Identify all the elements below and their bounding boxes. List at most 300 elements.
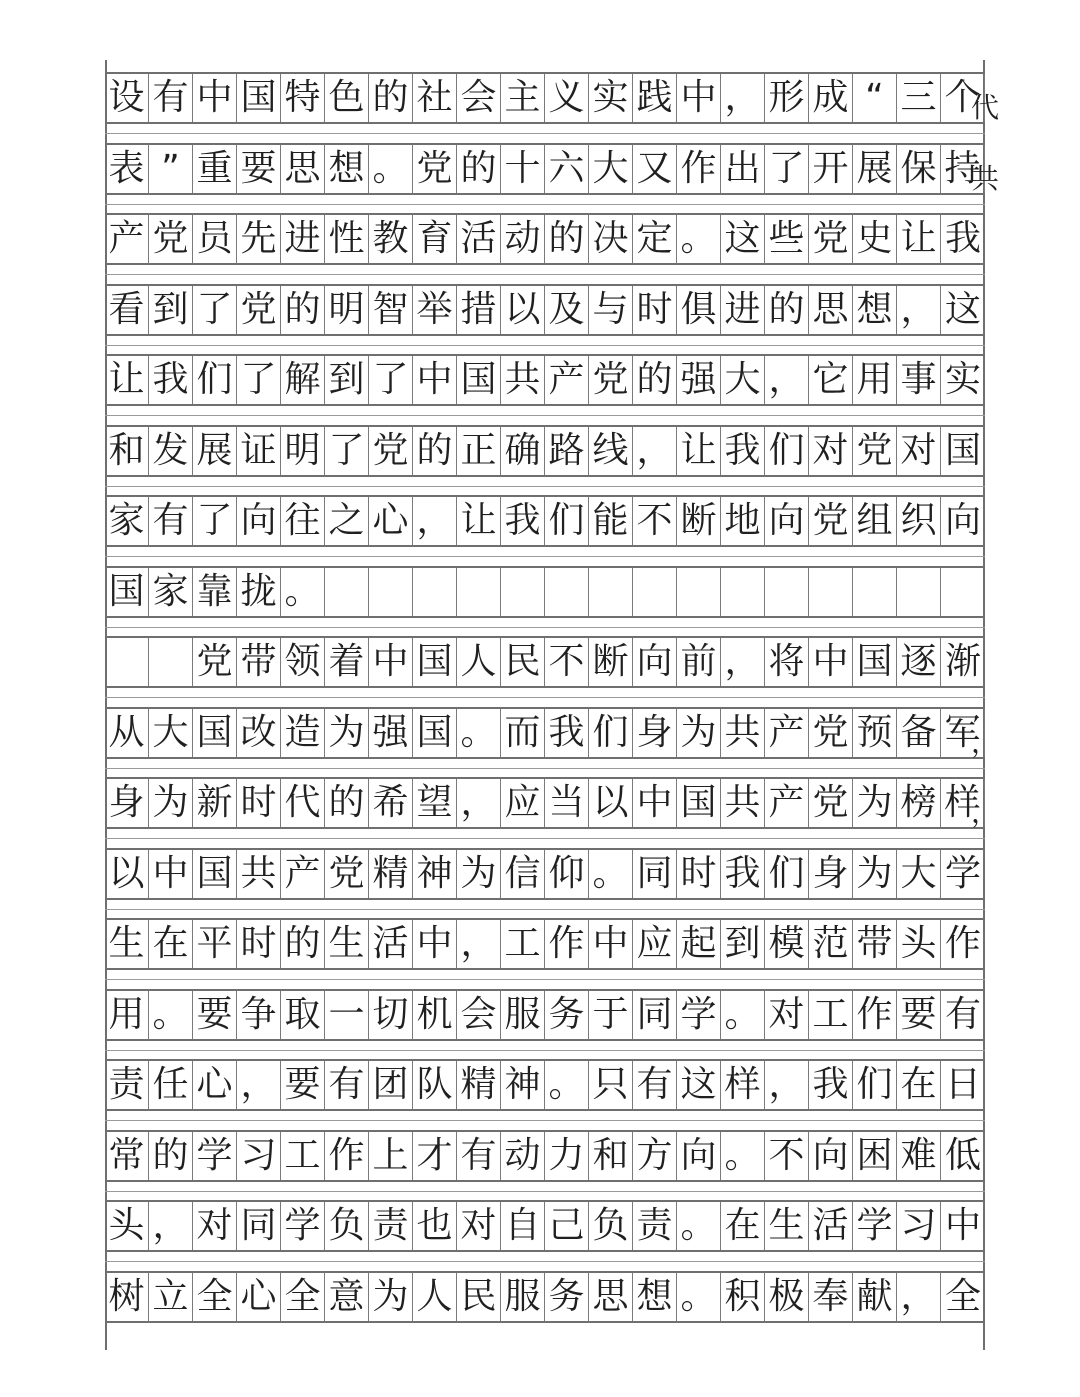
grid-cell: 对 [765, 991, 809, 1039]
grid-cell: 了 [193, 497, 237, 545]
grid-cell: 头 [105, 1202, 149, 1250]
grid-cell: 中 [413, 920, 457, 968]
grid-cell: 解 [281, 356, 325, 404]
grid-cell: 这 [677, 1061, 721, 1109]
grid-cell: 的 [325, 779, 369, 827]
grid-cell: 持 [941, 145, 985, 193]
grid-cell: 们 [193, 356, 237, 404]
grid-cell: 全 [944, 1275, 981, 1317]
grid-cell: 社 [413, 74, 457, 122]
grid-row [105, 777, 999, 829]
grid-cell: 负 [589, 1202, 633, 1250]
grid-cell: 动 [501, 215, 545, 263]
grid-cell: 在 [897, 1061, 941, 1109]
grid-cell: ， [413, 497, 457, 545]
grid-cell: 习 [897, 1202, 941, 1250]
grid-cell: 要 [237, 145, 281, 193]
grid-cell: 们 [589, 709, 633, 757]
grid-row [105, 918, 985, 970]
grid-row [105, 848, 985, 900]
grid-cell: 证 [237, 427, 281, 475]
grid-cell: 动 [501, 1132, 545, 1180]
grid-cell: 们 [853, 1061, 897, 1109]
grid-cell: 务 [545, 991, 589, 1039]
grid-cell: 树 [105, 1273, 149, 1321]
grid-cell: 对 [897, 427, 941, 475]
grid-cell: ， [633, 427, 677, 475]
grid-cell: 低 [944, 1134, 981, 1176]
grid-cell: 断 [677, 497, 721, 545]
grid-cell: 的 [633, 356, 677, 404]
grid-cell: 保 [897, 145, 941, 193]
grid-cell: 明 [325, 286, 369, 334]
grid-cell: 靠 [193, 568, 237, 616]
row-gap-line [105, 979, 985, 980]
grid-cell: 献 [853, 1273, 897, 1321]
grid-row [105, 284, 985, 336]
grid-cell: 这 [721, 215, 765, 263]
grid-cell: 向 [809, 1132, 853, 1180]
grid-cell: 和 [589, 1132, 633, 1180]
grid-cell: 要 [193, 991, 237, 1039]
grid-cell: 展 [853, 145, 897, 193]
grid-cell: 心 [369, 497, 413, 545]
grid-cell: 想 [633, 1273, 677, 1321]
grid-cell [325, 568, 369, 616]
grid-cell [501, 568, 545, 616]
grid-cell: 才 [413, 1132, 457, 1180]
grid-cell: 为 [677, 709, 721, 757]
grid-cell: 主 [501, 74, 545, 122]
grid-cell: 有 [633, 1061, 677, 1109]
grid-cell: 产 [765, 779, 809, 827]
grid-cell [721, 568, 765, 616]
grid-cell: 义 [545, 74, 589, 122]
grid-cell: 军 [941, 709, 985, 757]
grid-cell: 们 [545, 497, 589, 545]
grid-cell: 家 [105, 497, 149, 545]
grid-cell: 任 [149, 1061, 193, 1109]
grid-cell: 它 [809, 356, 853, 404]
grid-cell: 之 [325, 497, 369, 545]
grid-cell: 共 [237, 850, 281, 898]
grid-cell: 对 [809, 427, 853, 475]
grid-cell: 党 [325, 850, 369, 898]
grid-cell: 产 [105, 215, 149, 263]
grid-cell: 与 [589, 286, 633, 334]
grid-row [105, 354, 985, 406]
grid-cell: 我 [501, 497, 545, 545]
grid-cell: 积 [721, 1273, 765, 1321]
grid-cell [149, 638, 193, 686]
grid-cell: 展 [193, 427, 237, 475]
grid-cell: 了 [237, 356, 281, 404]
grid-row [105, 425, 985, 477]
grid-cell: 党 [853, 427, 897, 475]
grid-cell: 线 [589, 427, 633, 475]
grid-cell: 的 [149, 1132, 193, 1180]
grid-cell: 极 [765, 1273, 809, 1321]
grid-cell: 产 [765, 709, 809, 757]
overflow-punctuation: ， [970, 725, 999, 759]
grid-cell: 服 [501, 1273, 545, 1321]
grid-cell: 生 [105, 920, 149, 968]
grid-cell: 为 [325, 709, 369, 757]
grid-cell: 希 [369, 779, 413, 827]
grid-cell: 的 [413, 427, 457, 475]
grid-cell: ， [897, 1273, 941, 1321]
grid-cell: 生 [325, 920, 369, 968]
grid-cell: 家 [149, 568, 193, 616]
grid-cell: 我 [721, 850, 765, 898]
grid-cell: 产 [545, 356, 589, 404]
grid-cell: 方 [633, 1132, 677, 1180]
grid-cell: 有 [149, 497, 193, 545]
grid-cell: 学 [281, 1202, 325, 1250]
grid-cell: 色 [325, 74, 369, 122]
grid-cell: 中 [677, 74, 721, 122]
grid-cell: 。 [721, 1132, 765, 1180]
grid-cell: 会 [457, 74, 501, 122]
grid-cell: 新 [193, 779, 237, 827]
grid-cell: 身 [105, 779, 149, 827]
grid-cell: 想 [325, 145, 369, 193]
grid-cell: 党 [809, 709, 853, 757]
row-gap-line [105, 909, 985, 910]
grid-cell: 有 [149, 74, 193, 122]
grid-cell: 意 [325, 1273, 369, 1321]
grid-cell: 育 [413, 215, 457, 263]
grid-cell: 同 [633, 850, 677, 898]
grid-cell: 的 [369, 74, 413, 122]
grid-cell: 国 [193, 850, 237, 898]
grid-cell: 造 [281, 709, 325, 757]
grid-cell: 决 [589, 215, 633, 263]
grid-cell: ， [721, 638, 765, 686]
grid-cell: 学 [944, 852, 981, 894]
grid-cell: 发 [149, 427, 193, 475]
grid-cell: 上 [369, 1132, 413, 1180]
grid-cell: 时 [633, 286, 677, 334]
grid-cell: 时 [237, 920, 281, 968]
grid-cell: 一 [325, 991, 369, 1039]
grid-cell: 有 [457, 1132, 501, 1180]
grid-cell: 中 [809, 638, 853, 686]
grid-cell: 日 [944, 1064, 981, 1105]
grid-cell: 民 [457, 1273, 501, 1321]
grid-cell: 及 [545, 286, 589, 334]
grid-cell: 的 [545, 215, 589, 263]
grid-cell: 事 [897, 356, 941, 404]
grid-row [105, 143, 999, 195]
grid-cell: 路 [545, 427, 589, 475]
grid-cell: 责 [633, 1202, 677, 1250]
grid-cell: 中 [944, 1205, 981, 1246]
grid-cell: 史 [853, 215, 897, 263]
grid-cell: 为 [369, 1273, 413, 1321]
grid-cell: 立 [149, 1273, 193, 1321]
grid-cell: 模 [765, 920, 809, 968]
grid-cell: 国 [413, 638, 457, 686]
overflow-punctuation: 代 [970, 91, 999, 124]
grid-cell: 国 [193, 709, 237, 757]
grid-cell: 设 [105, 74, 149, 122]
grid-cell: 向 [765, 497, 809, 545]
row-gap-line [105, 697, 985, 698]
grid-cell: 个 [941, 74, 985, 122]
row-gap-line [105, 274, 985, 275]
grid-cell: 样 [721, 1061, 765, 1109]
grid-cell: 党 [809, 497, 853, 545]
row-gap-line [105, 838, 985, 839]
grid-cell: ， [765, 356, 809, 404]
grid-cell: ， [149, 1202, 193, 1250]
grid-cell: 党 [809, 215, 853, 263]
grid-cell: 以 [589, 779, 633, 827]
grid-cell: “ [853, 74, 897, 122]
grid-cell: 活 [457, 215, 501, 263]
grid-cell: 当 [545, 779, 589, 827]
grid-cell: 。 [149, 991, 193, 1039]
grid-cell: 为 [853, 779, 897, 827]
grid-cell [853, 568, 897, 616]
grid-cell: 向 [944, 500, 981, 541]
grid-cell: 力 [545, 1132, 589, 1180]
grid-cell: 我 [944, 218, 981, 259]
grid-cell: 开 [809, 145, 853, 193]
grid-cell: 党 [149, 215, 193, 263]
grid-cell: 中 [193, 74, 237, 122]
grid-row [105, 1130, 985, 1182]
grid-cell: 大 [589, 145, 633, 193]
grid-cell: 我 [809, 1061, 853, 1109]
grid-cell: 大 [721, 356, 765, 404]
grid-cell: 六 [545, 145, 589, 193]
grid-cell: 中 [589, 920, 633, 968]
grid-cell: 看 [105, 286, 149, 334]
grid-cell: 应 [501, 779, 545, 827]
grid-cell: 中 [633, 779, 677, 827]
grid-cell: 性 [325, 215, 369, 263]
grid-cell: 范 [809, 920, 853, 968]
grid-cell: 在 [149, 920, 193, 968]
grid-cell: 用 [853, 356, 897, 404]
grid-cell: 些 [765, 215, 809, 263]
grid-cell: 全 [193, 1273, 237, 1321]
grid-cell: 。 [369, 145, 413, 193]
grid-cell: 不 [765, 1132, 809, 1180]
row-gap-line [105, 556, 985, 557]
grid-cell: 人 [413, 1273, 457, 1321]
grid-cell: 的 [457, 145, 501, 193]
grid-cell: 带 [853, 920, 897, 968]
grid-cell: 。 [545, 1061, 589, 1109]
grid-cell: 有 [944, 993, 981, 1035]
grid-cell: 先 [237, 215, 281, 263]
grid-cell: 强 [369, 709, 413, 757]
grid-row [105, 1271, 985, 1323]
grid-cell: 学 [677, 991, 721, 1039]
grid-cell: 队 [413, 1061, 457, 1109]
grid-cell: 困 [853, 1132, 897, 1180]
grid-cell: 实 [589, 74, 633, 122]
grid-cell: ， [765, 1061, 809, 1109]
grid-cell: 时 [237, 779, 281, 827]
grid-cell: 起 [677, 920, 721, 968]
grid-cell: 强 [677, 356, 721, 404]
grid-cell: 组 [853, 497, 897, 545]
grid-cell: 对 [457, 1202, 501, 1250]
row-gap-line [105, 486, 985, 487]
grid-cell: 了 [369, 356, 413, 404]
grid-cell: 以 [501, 286, 545, 334]
grid-cell [809, 568, 853, 616]
grid-cell: 国 [105, 568, 149, 616]
grid-cell: 取 [281, 991, 325, 1039]
grid-cell: 能 [589, 497, 633, 545]
grid-cell: 己 [545, 1202, 589, 1250]
row-gap-line [105, 768, 985, 769]
grid-cell: 代 [281, 779, 325, 827]
grid-cell: 身 [633, 709, 677, 757]
grid-cell: 活 [809, 1202, 853, 1250]
grid-cell: 精 [369, 850, 413, 898]
grid-cell: 了 [765, 145, 809, 193]
grid-cell: 备 [897, 709, 941, 757]
grid-cell: 精 [457, 1061, 501, 1109]
grid-cell: 。 [677, 1202, 721, 1250]
grid-cell: 俱 [677, 286, 721, 334]
grid-cell: 为 [457, 850, 501, 898]
grid-cell: 思 [809, 286, 853, 334]
grid-cell: ， [237, 1061, 281, 1109]
grid-cell: 心 [193, 1061, 237, 1109]
grid-cell: 大 [149, 709, 193, 757]
grid-cell: 让 [897, 215, 941, 263]
row-gap-line [105, 1261, 985, 1262]
grid-cell: 党 [369, 427, 413, 475]
grid-cell: 用 [105, 991, 149, 1039]
grid-cell: 向 [677, 1132, 721, 1180]
row-gap-line [105, 1120, 985, 1121]
grid-cell: 作 [944, 923, 981, 964]
grid-cell: 党 [413, 145, 457, 193]
grid-cell: 让 [105, 356, 149, 404]
grid-cell: ， [457, 779, 501, 827]
grid-cell: 措 [457, 286, 501, 334]
grid-cell: 这 [944, 288, 981, 330]
grid-cell: 党 [193, 638, 237, 686]
grid-cell: 进 [721, 286, 765, 334]
grid-cell [633, 568, 677, 616]
grid-row [105, 707, 999, 759]
grid-cell: 确 [501, 427, 545, 475]
grid-cell: 中 [369, 638, 413, 686]
row-gap-line [105, 1050, 985, 1051]
grid-cell [589, 568, 633, 616]
grid-cell: 中 [413, 356, 457, 404]
grid-cell: ” [149, 145, 193, 193]
grid-cell: 以 [105, 850, 149, 898]
grid-cell: 共 [721, 709, 765, 757]
grid-cell: 奉 [809, 1273, 853, 1321]
grid-cell: 国 [457, 356, 501, 404]
grid-cell: 我 [545, 709, 589, 757]
grid-cell: 活 [369, 920, 413, 968]
grid-cell: 思 [281, 145, 325, 193]
grid-cell: 对 [193, 1202, 237, 1250]
grid-cell: 服 [501, 991, 545, 1039]
grid-cell [105, 638, 149, 686]
grid-cell: 着 [325, 638, 369, 686]
grid-cell: 地 [721, 497, 765, 545]
grid-cell: 国 [853, 638, 897, 686]
grid-cell: 智 [369, 286, 413, 334]
grid-cell: 。 [677, 215, 721, 263]
grid-cell: 难 [897, 1132, 941, 1180]
grid-cell: 进 [281, 215, 325, 263]
grid-cell [413, 568, 457, 616]
grid-cell: 员 [193, 215, 237, 263]
grid-cell: 和 [105, 427, 149, 475]
grid-cell: 产 [281, 850, 325, 898]
grid-cell: 不 [545, 638, 589, 686]
grid-cell [457, 568, 501, 616]
grid-cell: 了 [325, 427, 369, 475]
grid-row [105, 636, 985, 688]
grid-row [105, 1059, 985, 1111]
grid-cell: ， [897, 286, 941, 334]
grid-cell: 。 [281, 568, 325, 616]
grid-cell: 人 [457, 638, 501, 686]
grid-row [105, 1200, 985, 1252]
grid-cell: 学 [853, 1202, 897, 1250]
grid-cell: 要 [897, 991, 941, 1039]
grid-cell: 中 [149, 850, 193, 898]
grid-cell: 务 [545, 1273, 589, 1321]
grid-cell: 学 [193, 1132, 237, 1180]
grid-row [105, 495, 985, 547]
grid-cell: 特 [281, 74, 325, 122]
grid-cell: 头 [897, 920, 941, 968]
grid-cell: 大 [897, 850, 941, 898]
grid-cell: 渐 [944, 641, 981, 682]
grid-cell: 作 [325, 1132, 369, 1180]
grid-cell: 而 [501, 709, 545, 757]
grid-cell: 。 [721, 991, 765, 1039]
grid-cell: 样 [941, 779, 985, 827]
grid-cell: 的 [281, 286, 325, 334]
grid-cell: 国 [413, 709, 457, 757]
row-gap-line [105, 1191, 985, 1192]
grid-cell: 拢 [237, 568, 281, 616]
grid-cell: 作 [677, 145, 721, 193]
grid-cell: 作 [853, 991, 897, 1039]
grid-cell: 切 [369, 991, 413, 1039]
grid-cell: 的 [765, 286, 809, 334]
grid-cell: 定 [633, 215, 677, 263]
grid-cell: 不 [633, 497, 677, 545]
grid-row [105, 213, 985, 265]
grid-cell: 又 [633, 145, 677, 193]
grid-cell: 预 [853, 709, 897, 757]
grid-cell: 向 [633, 638, 677, 686]
grid-cell: 党 [809, 779, 853, 827]
grid-row [105, 72, 999, 124]
grid-cell: 。 [457, 709, 501, 757]
grid-cell: 我 [721, 427, 765, 475]
grid-cell: 国 [677, 779, 721, 827]
